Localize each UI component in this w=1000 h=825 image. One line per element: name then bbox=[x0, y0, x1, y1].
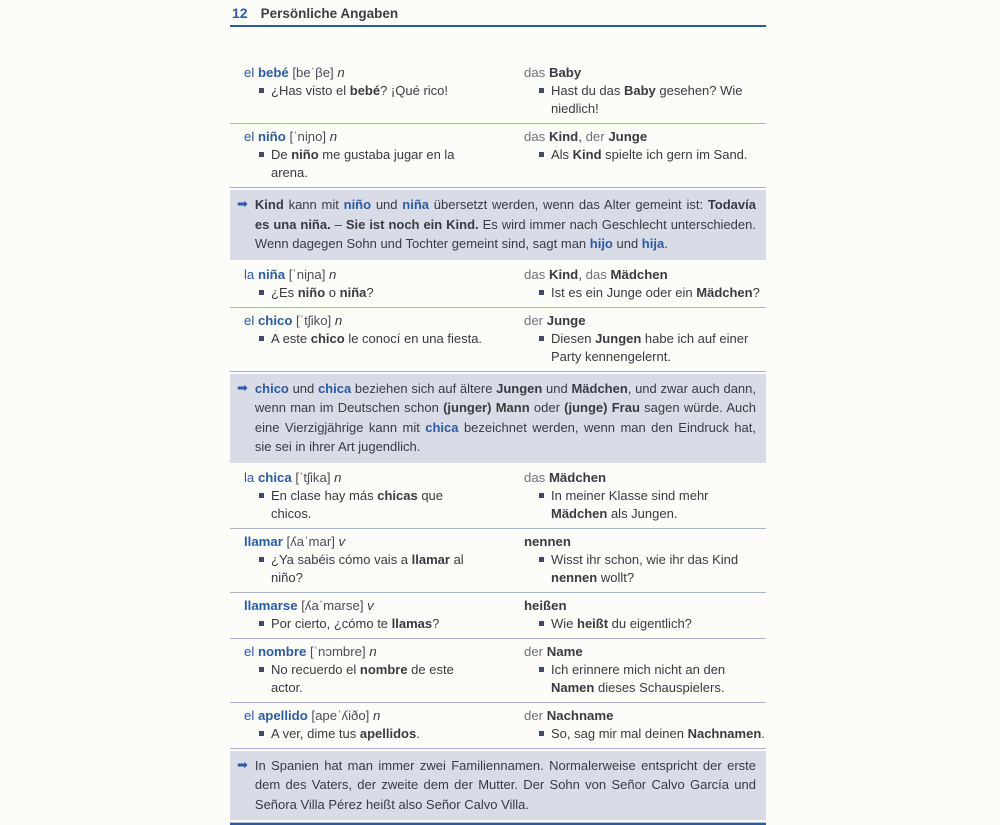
square-bullet-icon bbox=[259, 667, 264, 672]
text-segment: Nachname bbox=[546, 707, 614, 723]
text-segment: Todavía es una niña. bbox=[254, 197, 756, 232]
text-segment: beziehen sich auf ältere bbox=[351, 380, 497, 396]
german-headword bbox=[510, 312, 766, 330]
text-segment: de este actor. bbox=[271, 661, 454, 695]
example-text bbox=[551, 725, 765, 743]
text-segment: v bbox=[367, 597, 374, 613]
german-headword bbox=[510, 266, 766, 284]
square-bullet-icon bbox=[259, 290, 264, 295]
example-sentence bbox=[245, 615, 510, 633]
text-segment: [ˈniɲo] bbox=[285, 129, 330, 144]
text-segment: Kind bbox=[254, 197, 284, 212]
text-segment: n bbox=[329, 129, 338, 144]
spanish-column bbox=[230, 312, 510, 366]
spanish-column bbox=[230, 266, 510, 302]
text-segment: al niño? bbox=[271, 551, 464, 585]
text-segment: apellidos bbox=[359, 725, 417, 741]
example-text bbox=[271, 284, 374, 302]
text-segment: Jungen bbox=[595, 330, 642, 346]
text-segment: spielte ich gern im Sand. bbox=[601, 147, 748, 162]
text-segment: llamar bbox=[244, 533, 283, 549]
text-segment: el bbox=[244, 707, 258, 723]
text-segment: le conocí en una fiesta. bbox=[344, 330, 483, 346]
text-segment: bebé bbox=[257, 65, 289, 80]
text-segment: Kind bbox=[572, 147, 602, 162]
german-column bbox=[510, 128, 766, 182]
text-segment: apellido bbox=[257, 707, 308, 723]
text-segment: du eigentlich? bbox=[608, 615, 692, 631]
text-segment: Wisst ihr schon, wie ihr das Kind bbox=[551, 551, 739, 567]
text-segment: (junger) Mann bbox=[443, 400, 530, 415]
text-segment: o bbox=[325, 284, 340, 300]
text-segment: niña bbox=[402, 197, 430, 212]
spanish-headword bbox=[230, 533, 510, 551]
entry-row bbox=[230, 703, 766, 749]
text-segment: Por cierto, ¿cómo te bbox=[271, 615, 392, 631]
example-sentence bbox=[245, 284, 510, 302]
text-segment: Name bbox=[546, 643, 583, 659]
text-segment: n bbox=[369, 643, 377, 659]
example-text bbox=[271, 615, 439, 633]
example-sentence bbox=[525, 146, 766, 164]
entry-row bbox=[230, 465, 766, 529]
example-sentence bbox=[245, 330, 510, 348]
example-text bbox=[551, 146, 748, 164]
text-segment: que chicos. bbox=[271, 487, 444, 521]
text-segment: und bbox=[542, 380, 572, 396]
example-sentence bbox=[245, 82, 510, 100]
note-text bbox=[255, 756, 756, 815]
text-segment: und bbox=[288, 380, 318, 396]
example-text bbox=[271, 330, 482, 348]
text-segment: el bbox=[244, 643, 258, 659]
chapter-title: Persönliche Angaben bbox=[260, 6, 399, 21]
text-segment: das bbox=[524, 469, 549, 485]
example-text bbox=[271, 551, 485, 587]
square-bullet-icon bbox=[539, 152, 544, 157]
entry-row bbox=[230, 308, 766, 372]
text-segment: n bbox=[334, 469, 342, 485]
text-segment: chica bbox=[317, 380, 352, 396]
spanish-headword bbox=[230, 707, 510, 725]
german-column bbox=[510, 266, 766, 302]
german-headword bbox=[510, 643, 766, 661]
text-segment: [ˈtʃiko] bbox=[292, 312, 335, 328]
text-segment: und bbox=[612, 236, 642, 251]
example-text bbox=[551, 284, 760, 302]
text-segment: chico bbox=[257, 312, 293, 328]
example-sentence bbox=[525, 487, 766, 523]
example-text bbox=[271, 146, 485, 182]
german-column bbox=[510, 597, 766, 633]
text-segment: – bbox=[330, 216, 346, 232]
square-bullet-icon bbox=[259, 731, 264, 736]
text-segment: Hast du das bbox=[551, 83, 624, 98]
text-segment: Es wird immer nach Geschlecht unterschieden. Wenn dagegen Sohn und Tochter gemeint sind, sagt man bbox=[254, 216, 756, 251]
text-segment: [ʎaˈmar] bbox=[282, 533, 339, 549]
usage-note-box bbox=[230, 751, 766, 821]
page-number: 12 bbox=[232, 5, 248, 21]
example-sentence bbox=[525, 330, 766, 366]
text-segment: Baby bbox=[548, 65, 582, 80]
arrow-icon: ➡ bbox=[237, 380, 248, 396]
dictionary-page bbox=[230, 0, 766, 825]
text-segment: oder bbox=[529, 400, 565, 415]
text-segment: llamar bbox=[411, 551, 450, 567]
text-segment: bezeichnet werden, wenn man den Eindruck hat, sie sei in ihrer Art jugendlich. bbox=[254, 419, 756, 454]
text-segment: Junge bbox=[608, 129, 648, 144]
german-column bbox=[510, 533, 766, 587]
arrow-icon: ➡ bbox=[237, 197, 248, 212]
spanish-headword bbox=[230, 469, 510, 487]
example-sentence bbox=[245, 661, 510, 697]
spanish-column bbox=[230, 533, 510, 587]
text-segment: Mädchen bbox=[610, 266, 668, 282]
text-segment: n bbox=[373, 707, 381, 723]
text-segment: el bbox=[244, 65, 258, 80]
example-text bbox=[551, 330, 766, 366]
example-text bbox=[551, 551, 766, 587]
german-column bbox=[510, 312, 766, 366]
text-segment: chico bbox=[310, 330, 345, 346]
text-segment: das bbox=[524, 129, 549, 144]
text-segment: A este bbox=[271, 330, 311, 346]
german-headword bbox=[510, 469, 766, 487]
text-segment: Sie ist noch ein Kind. bbox=[345, 216, 479, 232]
text-segment: Junge bbox=[546, 312, 586, 328]
entry-row bbox=[230, 124, 766, 188]
text-segment: me gustaba jugar en la arena. bbox=[271, 147, 455, 180]
text-segment: la bbox=[244, 266, 258, 282]
text-segment: hijo bbox=[589, 236, 613, 251]
text-segment: llamas bbox=[391, 615, 433, 631]
text-segment: Kind bbox=[548, 266, 579, 282]
text-segment: n bbox=[329, 266, 337, 282]
text-segment: bebé bbox=[349, 83, 381, 98]
text-segment: [ˈnɔmbre] bbox=[306, 643, 370, 659]
square-bullet-icon bbox=[259, 557, 264, 562]
example-text bbox=[271, 661, 485, 697]
spanish-column bbox=[230, 128, 510, 182]
german-column bbox=[510, 707, 766, 743]
text-segment: wollt? bbox=[597, 569, 635, 585]
entry-row bbox=[230, 529, 766, 593]
text-segment: Mädchen bbox=[571, 380, 628, 396]
spanish-headword bbox=[230, 312, 510, 330]
german-headword bbox=[510, 597, 766, 615]
text-segment: der bbox=[524, 707, 547, 723]
german-headword bbox=[510, 533, 766, 551]
example-text bbox=[551, 615, 692, 633]
text-segment: nennen bbox=[551, 569, 598, 585]
square-bullet-icon bbox=[539, 290, 544, 295]
spanish-headword bbox=[230, 643, 510, 661]
text-segment: niño bbox=[291, 147, 319, 162]
text-segment: das bbox=[524, 65, 549, 80]
square-bullet-icon bbox=[539, 667, 544, 672]
german-column bbox=[510, 64, 766, 118]
text-segment: , bbox=[578, 266, 586, 282]
text-segment: der bbox=[585, 129, 609, 144]
text-segment: Wie bbox=[551, 615, 577, 631]
text-segment: Mädchen bbox=[548, 469, 607, 485]
text-segment: niño bbox=[257, 129, 286, 144]
spanish-headword bbox=[230, 597, 510, 615]
square-bullet-icon bbox=[539, 493, 544, 498]
text-segment: la bbox=[244, 469, 258, 485]
example-sentence bbox=[525, 82, 766, 118]
text-segment: . bbox=[416, 725, 420, 741]
square-bullet-icon bbox=[539, 557, 544, 562]
square-bullet-icon bbox=[259, 88, 264, 93]
example-sentence bbox=[525, 615, 766, 633]
example-text bbox=[271, 487, 485, 523]
example-text bbox=[551, 661, 766, 697]
text-segment: el bbox=[244, 312, 258, 328]
example-sentence bbox=[525, 725, 766, 743]
spanish-column bbox=[230, 64, 510, 118]
text-segment: En clase hay más bbox=[271, 487, 378, 503]
text-segment: sagen würde. Auch eine Vierzigjährige kann mit bbox=[254, 400, 756, 435]
example-sentence bbox=[245, 551, 510, 587]
german-headword bbox=[510, 128, 766, 146]
square-bullet-icon bbox=[259, 336, 264, 341]
text-segment: niño bbox=[343, 197, 372, 212]
text-segment: hija bbox=[641, 236, 665, 251]
text-segment: In Spanien hat man immer zwei Familiennamen. Normalerweise entspricht der erste dem des Vaters, der zweite dem der Mutter. Der Sohn von Señor Calvo García und Señora Villa Pérez heißt also Señor Calvo Villa. bbox=[254, 757, 756, 812]
text-segment: ¿Ya sabéis cómo vais a bbox=[271, 551, 412, 567]
example-sentence bbox=[525, 661, 766, 697]
text-segment: dieses Schauspielers. bbox=[594, 679, 725, 695]
text-segment: Mädchen bbox=[696, 284, 753, 300]
page-header bbox=[230, 0, 766, 27]
text-segment: De bbox=[271, 147, 292, 162]
text-segment: nennen bbox=[524, 533, 571, 549]
text-segment: n bbox=[334, 312, 343, 328]
text-segment: [ˈniɲa] bbox=[285, 266, 330, 282]
text-segment: kann mit bbox=[283, 197, 344, 212]
spanish-column bbox=[230, 469, 510, 523]
german-column bbox=[510, 469, 766, 523]
text-segment: ? bbox=[366, 284, 374, 300]
spanish-column bbox=[230, 597, 510, 633]
text-segment: das bbox=[585, 266, 611, 282]
german-column bbox=[510, 643, 766, 697]
arrow-icon: ➡ bbox=[237, 757, 248, 773]
example-sentence bbox=[245, 725, 510, 743]
text-segment: gesehen? Wie niedlich! bbox=[551, 83, 743, 116]
text-segment: [ʎaˈmarse] bbox=[297, 597, 368, 613]
square-bullet-icon bbox=[539, 88, 544, 93]
square-bullet-icon bbox=[259, 493, 264, 498]
text-segment: ? ¡Qué rico! bbox=[380, 83, 449, 98]
text-segment: ? bbox=[752, 284, 760, 300]
text-segment: In meiner Klasse sind mehr bbox=[551, 487, 709, 503]
example-text bbox=[271, 82, 448, 100]
text-segment: heißen bbox=[524, 597, 567, 613]
text-segment: nombre bbox=[359, 661, 408, 677]
square-bullet-icon bbox=[539, 621, 544, 626]
text-segment: der bbox=[524, 643, 547, 659]
text-segment: der bbox=[524, 312, 547, 328]
example-text bbox=[551, 82, 766, 118]
text-segment: Diesen bbox=[551, 330, 596, 346]
text-segment: [beˈβe] bbox=[288, 65, 338, 80]
example-sentence bbox=[525, 284, 766, 302]
text-segment: el bbox=[244, 129, 258, 144]
text-segment: ¿Has visto el bbox=[271, 83, 350, 98]
spanish-column bbox=[230, 707, 510, 743]
text-segment: als Jungen. bbox=[607, 505, 678, 521]
text-segment: Ich erinnere mich nicht an den bbox=[551, 661, 726, 677]
text-segment: [apeˈʎiðo] bbox=[307, 707, 374, 723]
text-segment: n bbox=[337, 65, 345, 80]
entry-row bbox=[230, 639, 766, 703]
example-sentence bbox=[525, 551, 766, 587]
note-text bbox=[255, 195, 756, 254]
text-segment: So, sag mir mal deinen bbox=[551, 725, 688, 741]
entry-row bbox=[230, 593, 766, 639]
spanish-headword bbox=[230, 128, 510, 146]
text-segment: Als bbox=[551, 147, 573, 162]
text-segment: niña bbox=[339, 284, 367, 300]
example-text bbox=[271, 725, 420, 743]
entry-row bbox=[230, 262, 766, 308]
usage-note-box bbox=[230, 374, 766, 463]
text-segment: Baby bbox=[624, 83, 656, 98]
example-sentence bbox=[245, 146, 510, 182]
text-segment: No recuerdo el bbox=[271, 661, 360, 677]
text-segment: . bbox=[761, 725, 765, 741]
text-segment: (junge) Frau bbox=[564, 400, 640, 415]
example-sentence bbox=[245, 487, 510, 523]
example-text bbox=[551, 487, 766, 523]
text-segment: Kind bbox=[548, 129, 579, 144]
entry-row bbox=[230, 60, 766, 124]
text-segment: chica bbox=[425, 419, 459, 435]
usage-note-box bbox=[230, 190, 766, 260]
entries-list bbox=[230, 60, 766, 820]
text-segment: Jungen bbox=[496, 380, 543, 396]
text-segment: , und zwar auch dann, wenn man im Deutschen schon bbox=[254, 380, 757, 415]
text-segment: ? bbox=[432, 615, 440, 631]
text-segment: Mädchen bbox=[551, 505, 608, 521]
text-segment: Namen bbox=[551, 679, 595, 695]
text-segment: und bbox=[371, 197, 403, 212]
text-segment: chico bbox=[254, 380, 289, 396]
square-bullet-icon bbox=[539, 731, 544, 736]
text-segment: ¿Es bbox=[271, 284, 298, 300]
text-segment: das bbox=[524, 266, 549, 282]
text-segment: nombre bbox=[257, 643, 307, 659]
text-segment: [ˈtʃika] bbox=[291, 469, 335, 485]
text-segment: niño bbox=[297, 284, 326, 300]
text-segment: Ist es ein Junge oder ein bbox=[551, 284, 697, 300]
text-segment: übersetzt werden, wenn das Alter gemeint ist: bbox=[429, 197, 708, 212]
spanish-headword bbox=[230, 64, 510, 82]
german-headword bbox=[510, 64, 766, 82]
text-segment: chicas bbox=[377, 487, 418, 503]
spanish-column bbox=[230, 643, 510, 697]
german-headword bbox=[510, 707, 766, 725]
text-segment: A ver, dime tus bbox=[271, 725, 360, 741]
text-segment: habe ich auf einer Party kennengelernt. bbox=[551, 330, 749, 364]
square-bullet-icon bbox=[539, 336, 544, 341]
text-segment: chica bbox=[257, 469, 292, 485]
square-bullet-icon bbox=[259, 621, 264, 626]
text-segment: heißt bbox=[577, 615, 609, 631]
text-segment: v bbox=[338, 533, 346, 549]
square-bullet-icon bbox=[259, 152, 264, 157]
text-segment: . bbox=[664, 236, 668, 251]
spanish-headword bbox=[230, 266, 510, 284]
text-segment: llamarse bbox=[244, 597, 298, 613]
text-segment: Nachnamen bbox=[687, 725, 762, 741]
text-segment: niña bbox=[257, 266, 286, 282]
note-text bbox=[255, 379, 756, 457]
text-segment: , bbox=[578, 129, 586, 144]
